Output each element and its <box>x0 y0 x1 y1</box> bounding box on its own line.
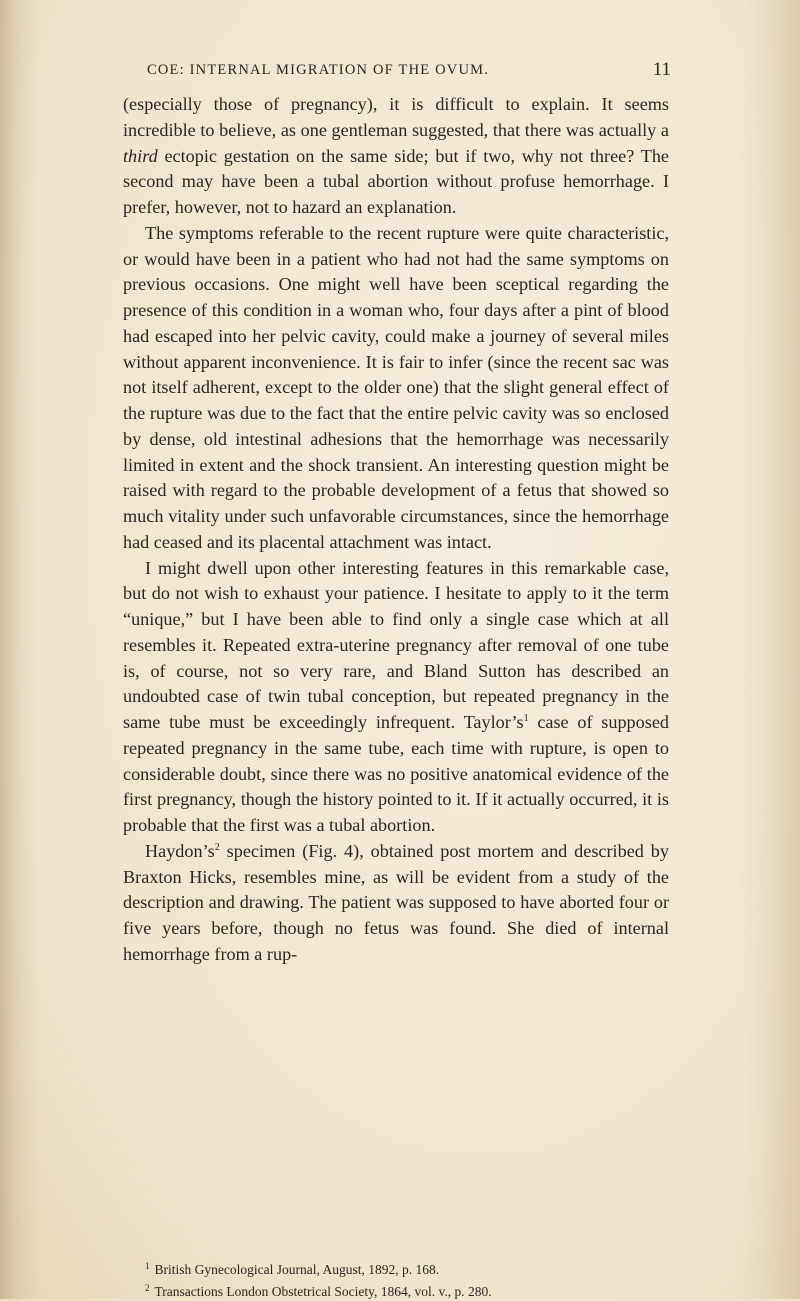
footnote-ref: 2 <box>214 841 220 853</box>
running-head: COE: INTERNAL MIGRATION OF THE OVUM. <box>147 62 490 78</box>
footnote-mark: 2 <box>145 1283 150 1293</box>
paragraph <box>123 556 669 839</box>
text-run: Haydon’s <box>145 840 215 861</box>
paragraph <box>123 221 669 556</box>
body-text <box>123 92 669 968</box>
footnote-text: British Gynecological Journal, August, 1892, p. 168. <box>154 1262 440 1277</box>
paragraph-continuation <box>123 92 669 221</box>
footnote-ref: 1 <box>523 713 529 724</box>
page-header <box>147 59 671 86</box>
text-run: The symptoms referable to the recent rupture were quite characteristic, or would have been in a patient who had not had the same symptoms on previous occasions. One might well have been sceptical regarding the presence of this condition in a woman who, four days after a pint of blood had escaped into her pelvic cavity, could make a journey of several miles without apparent inconvenience. It is fair to infer (since the recent sac was not itself adherent, except to the older one) that the slight general effect of the rupture was due to the fact that the entire pelvic cavity was so enclosed by dense, old intestinal adhesions that the hemorrhage was necessarily limited in extent and the shock transient. An interesting question might be raised with regard to the probable development of a fetus that showed so much vitality under such unfavorable circumstances, since the hemorrhage had ceased and its placental attachment was intact. <box>123 222 669 552</box>
footnotes <box>145 1257 669 1301</box>
page-number: 11 <box>652 59 671 80</box>
footnote <box>145 1257 669 1279</box>
paragraph <box>123 839 669 968</box>
footnote-mark: 1 <box>145 1261 150 1271</box>
text-run: (especially those of pregnancy), it is difficult to explain. It seems incredible to believe, as one gentleman suggested, that there was actually a <box>123 94 669 140</box>
footnote-text: Transactions London Obstetrical Society, 1864, vol. v., p. 280. <box>154 1284 492 1299</box>
text-run: ectopic gestation on the same side; but if two, why not three? The second may have been a tubal abortion without profuse hemorrhage. I prefer, however, not to hazard an explanation. <box>123 145 669 217</box>
page-edge-shadow-left <box>0 0 40 1299</box>
text-run: specimen (Fig. 4), obtained post mortem and described by Braxton Hicks, resembles mine, as will be evident from a study of the description and drawing. The patient was supposed to have aborted four or five years before, though no fetus was found. She died of internal hemorrhage from a rup- <box>123 840 669 964</box>
footnote <box>145 1279 669 1301</box>
text-run: I might dwell upon other interesting features in this remarkable case, but do not wish to exhaust your patience. I hesitate to apply to it the term “unique,” but I have been able to find only a single case which at all resembles it. Repeated extra-uterine pregnancy after removal of one tube is, of course, not so very rare, and Bland Sutton has described an undoubted case of twin tubal conception, but repeated pregnancy in the same tube must be exceedingly infrequent. Taylor’s <box>123 557 669 732</box>
page-edge-shadow-right <box>740 0 800 1299</box>
text-run: case of supposed repeated pregnancy in the same tube, each time with rupture, is open to considerable doubt, since there was no positive anatomical evidence of the first pregnancy, though the history pointed to it. If it actually occurred, it is probable that the first was a tubal abortion. <box>123 712 669 835</box>
emphasis-italic: third <box>123 145 158 166</box>
